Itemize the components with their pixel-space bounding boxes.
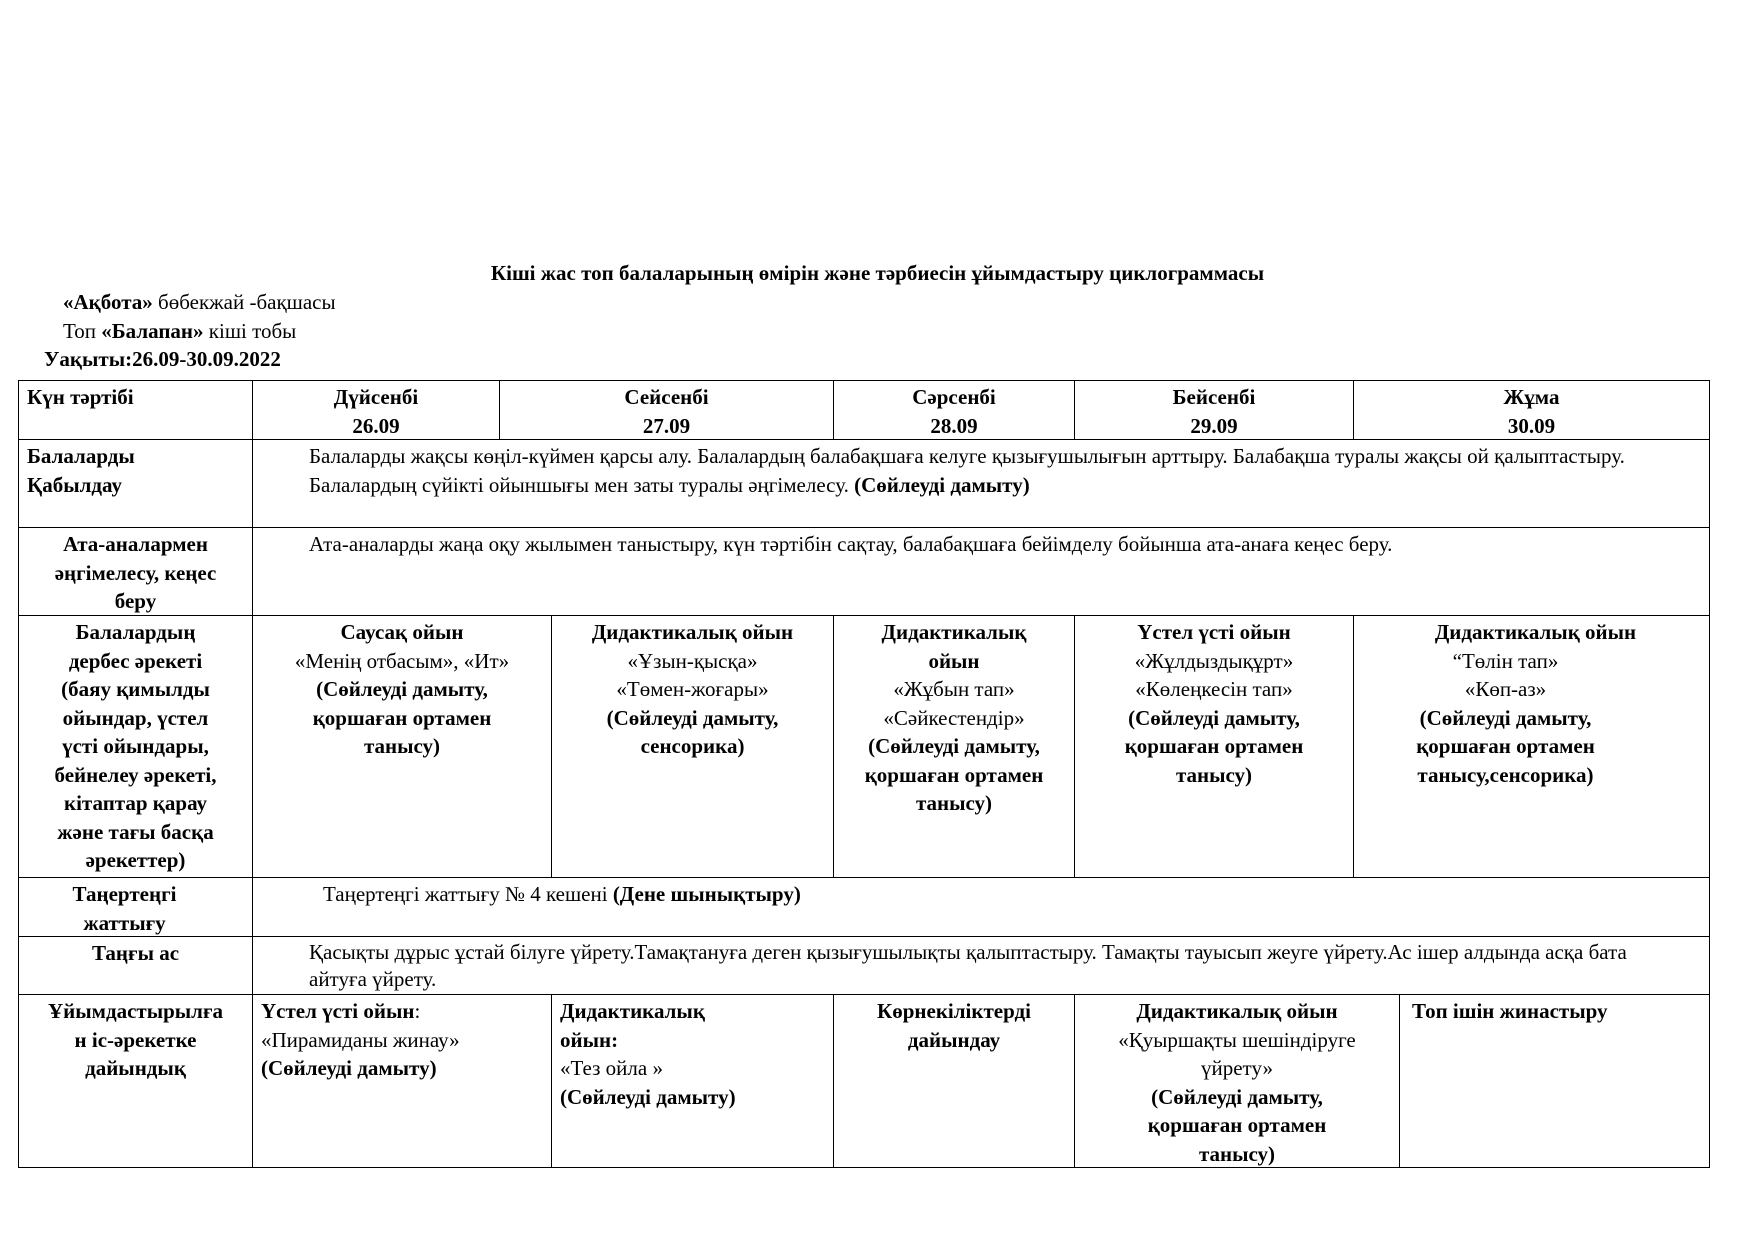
label-line: (баяу қимылды (61, 677, 210, 701)
activity-skill: танысу) (363, 734, 441, 758)
activity-fri (1353, 615, 1710, 878)
activity-game: «Көлеңкесін тап» (1135, 677, 1293, 701)
day-date: 26.09 (352, 413, 400, 438)
activity-skill: (Сөйлеуді дамыту, (606, 705, 779, 730)
prep-wed (833, 994, 1075, 1168)
label-line: н іс-әрекетке (74, 1027, 197, 1052)
group-name: «Балапан» (101, 319, 204, 343)
reception-body: Балаларды жақсы көңіл-күймен қарсы алу. Балалардың балабақшаға келуге қызығушылығын арттыру. Балабақша туралы жақсы ой қалыптастыру. Балалардың сүйікті ойыншығы мен заты туралы әңгімелесу. (309, 444, 1625, 497)
activity-title: Дидактикалық ойын (591, 620, 794, 644)
prep-label (18, 994, 253, 1168)
activity-mon (252, 615, 552, 878)
prep-mon (252, 994, 552, 1168)
activity-game: «Ұзын-қысқа» (627, 648, 758, 673)
day-name: Дүйсенбі (333, 385, 419, 409)
day-date: 28.09 (930, 413, 978, 438)
label-line: Балалардың (75, 620, 196, 644)
activity-game: «Сәйкестендір» (883, 705, 1025, 730)
prep-colon: : (414, 999, 421, 1023)
activity-skill: танысу,сенсорика) (1417, 762, 1594, 787)
header-day-wed (833, 380, 1075, 440)
period: Уақыты:26.09-30.09.2022 (44, 347, 281, 371)
kindergarten-suffix: бөбекжай -бақшасы (152, 290, 336, 314)
activity-game: «Көп-аз» (1464, 677, 1547, 701)
activity-title: Саусақ ойын (340, 620, 464, 644)
day-name: Жұма (1503, 385, 1560, 409)
breakfast-label: Таңғы ас (18, 936, 253, 995)
activity-skill: қоршаған ортамен (1416, 734, 1595, 758)
group-prefix: Топ (63, 319, 102, 343)
activity-game: «Менің отбасым», «Ит» (294, 648, 510, 673)
kindergarten-line (63, 288, 336, 316)
prep-title: Үстел үсті ойын (261, 999, 415, 1023)
kindergarten-name: «Ақбота» (63, 290, 153, 314)
activity-skill: (Сөйлеуді дамыту, (1419, 705, 1592, 730)
group-suffix: кіші тобы (203, 319, 297, 343)
day-date: 27.09 (642, 413, 691, 438)
prep-game: «Тез ойла » (560, 1056, 663, 1080)
exercise-body: Таңертеңгі жаттығу № 4 кешені (323, 882, 613, 906)
exercise-text (252, 877, 1710, 937)
activity-skill: танысу) (915, 791, 993, 815)
label-line: Таңертеңгі (72, 882, 177, 906)
label-line: әрекеттер) (85, 848, 186, 872)
label-line: жаттығу (83, 910, 166, 935)
label-line: Ұйымдастырылға (47, 999, 223, 1023)
activity-skill: қоршаған ортамен (312, 705, 492, 730)
day-date: 30.09 (1507, 413, 1556, 438)
prep-skill: (Сөйлеуді дамыту) (261, 1056, 437, 1080)
activity-skill: қоршаған ортамен (864, 762, 1044, 787)
activity-skill: (Сөйлеуді дамыту, (316, 677, 488, 701)
prep-skill: (Сөйлеуді дамыту) (560, 1084, 736, 1109)
day-date: 29.09 (1190, 413, 1238, 438)
reception-label (18, 439, 253, 528)
activity-title: Дидактикалық ойын (1434, 620, 1637, 644)
activity-title: ойын (928, 648, 980, 673)
prep-skill: қоршаған ортамен (1147, 1113, 1327, 1137)
prep-fri: Топ ішін жинастыру (1399, 994, 1710, 1168)
label-line: бейнелеу әрекеті, (54, 762, 217, 787)
activity-game: «Жұлдыздықұрт» (1134, 648, 1294, 673)
day-name: Сәрсенбі (912, 385, 996, 409)
exercise-skill: (Дене шынықтыру) (612, 882, 801, 906)
label-line: және тағы басқа (57, 819, 214, 844)
parents-text: Ата-аналарды жаңа оқу жылымен таныстыру, күн тәртібін сақтау, балабақшаға бейімделу бойынша ата-анаға кеңес беру. (252, 527, 1710, 616)
reception-text (252, 439, 1710, 528)
prep-title: Дидактикалық (560, 999, 705, 1023)
prep-skill: танысу) (1198, 1141, 1276, 1166)
prep-title: Көрнекіліктерді (877, 999, 1031, 1023)
header-day-mon (252, 380, 500, 440)
label-line: үсті ойындары, (62, 734, 209, 758)
activity-skill: сенсорика) (640, 734, 745, 758)
prep-tue (551, 994, 834, 1168)
label-line: дербес әрекеті (68, 648, 203, 673)
prep-title: Дидактикалық ойын (1136, 999, 1338, 1023)
prep-title: дайындау (907, 1027, 1001, 1052)
header-schedule: Күн тәртібі (18, 380, 253, 440)
header-day-thu (1074, 380, 1354, 440)
header-day-tue (499, 380, 834, 440)
label-line: дайындық (85, 1056, 186, 1080)
prep-game: үйрету» (1201, 1056, 1273, 1080)
prep-title: ойын: (560, 1027, 619, 1052)
reception-skill: (Сөйлеуді дамыту) (854, 472, 1030, 497)
label-line: әңгімелесу, кеңес (54, 560, 217, 585)
prep-skill: (Сөйлеуді дамыту, (1151, 1084, 1323, 1109)
activity-game: «Төмен-жоғары» (616, 677, 769, 701)
label-line: Балаларды (27, 444, 135, 468)
label-line: ойындар, үстел (62, 705, 209, 730)
page-title: Кіші жас топ балаларының өмірін және тәрбиесін ұйымдастыру циклограммасы (490, 261, 1265, 285)
activity-game: «Жұбын тап» (893, 677, 1015, 701)
label-line: Ата-аналармен (63, 532, 208, 556)
header-day-fri (1353, 380, 1710, 440)
activity-title: Дидактикалық (881, 620, 1027, 644)
day-name: Сейсенбі (624, 385, 709, 409)
activity-label (18, 615, 253, 878)
label-line: кітаптар қарау (63, 791, 208, 815)
activity-game: “Төлін тап» (1452, 648, 1559, 673)
exercise-label (18, 877, 253, 937)
activity-wed (833, 615, 1075, 878)
day-name: Бейсенбі (1172, 385, 1256, 409)
label-line: беру (114, 589, 157, 613)
group-line (63, 317, 296, 345)
activity-skill: (Сөйлеуді дамыту, (868, 734, 1040, 758)
prep-game: «Қуыршақты шешіндіруге (1118, 1027, 1356, 1052)
prep-thu (1074, 994, 1400, 1168)
breakfast-text: Қасықты дұрыс ұстай білуге үйрету.Тамақтануға деген қызығушылықты қалыптастыру. Тамақты тауысып жеуге үйрету.Ас ішер алдында асқа бата айтуға үйрету. (252, 936, 1710, 995)
activity-skill: (Сөйлеуді дамыту, (1128, 705, 1300, 730)
activity-skill: танысу) (1175, 762, 1253, 787)
activity-tue (551, 615, 834, 878)
activity-thu (1074, 615, 1354, 878)
prep-game: «Пирамиданы жинау» (261, 1027, 460, 1052)
activity-title: Үстел үсті ойын (1137, 620, 1291, 644)
parents-label (18, 527, 253, 616)
label-line: Қабылдау (27, 472, 122, 497)
activity-skill: қоршаған ортамен (1124, 734, 1304, 758)
